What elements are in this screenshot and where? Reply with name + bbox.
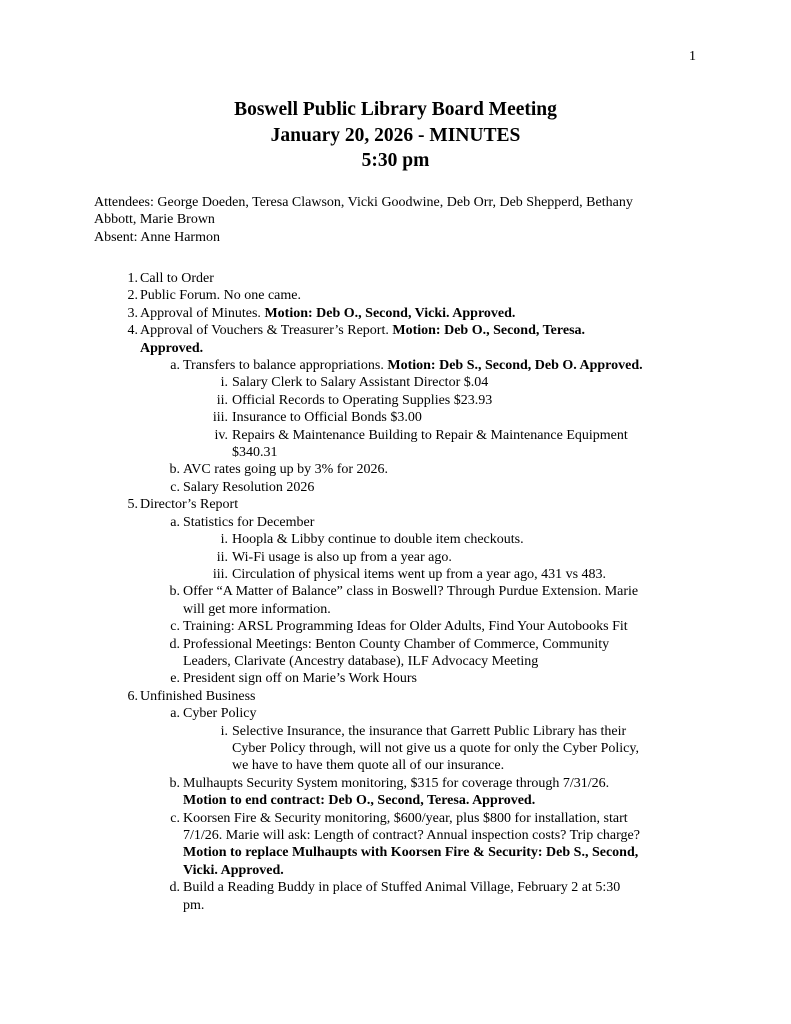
motion-text: Motion: Deb O., Second, Teresa. bbox=[392, 323, 586, 339]
item-text-cont: Leaders, Clarivate (Ancestry database), ILF Advocacy Meeting bbox=[183, 653, 539, 669]
motion-text-cont: Vicki. Approved. bbox=[183, 862, 284, 878]
item-marker: b. bbox=[169, 584, 180, 600]
item-text: Unfinished Business bbox=[140, 688, 256, 704]
item-text: Statistics for December bbox=[183, 514, 315, 530]
agenda-subitem-5c bbox=[94, 618, 714, 635]
agenda-item-1 bbox=[94, 270, 714, 287]
item-marker: iii. bbox=[212, 410, 228, 426]
agenda-subitem-5b bbox=[94, 583, 714, 618]
item-text: Professional Meetings: Benton County Chamber of Commerce, Community bbox=[183, 636, 610, 652]
motion-text: Motion: Deb S., Second, Deb O. Approved. bbox=[387, 358, 643, 374]
item-marker: b. bbox=[169, 462, 180, 478]
motion-text: Motion to replace Mulhaupts with Koorsen Fire & Security: Deb S., Second, bbox=[183, 845, 639, 861]
item-text: AVC rates going up by 3% for 2026. bbox=[183, 462, 389, 478]
item-text: Selective Insurance, the insurance that Garrett Public Library has their bbox=[232, 723, 627, 739]
agenda-item-6 bbox=[94, 688, 714, 705]
item-marker: i. bbox=[220, 723, 228, 739]
attendees-line-1: Attendees: George Doeden, Teresa Clawson, Vicki Goodwine, Deb Orr, Deb Shepperd, Bethany bbox=[94, 195, 633, 210]
item-text: Transfers to balance appropriations. bbox=[183, 358, 388, 374]
agenda-subitem-4b bbox=[94, 461, 714, 478]
item-text: Build a Reading Buddy in place of Stuffed Animal Village, February 2 at 5:30 bbox=[183, 880, 621, 896]
agenda-subitem-5d bbox=[94, 636, 714, 671]
absent-line: Absent: Anne Harmon bbox=[94, 229, 220, 245]
agenda-subitem-6b bbox=[94, 775, 714, 810]
agenda-subitem-5a-ii bbox=[94, 549, 714, 566]
item-text-cont: will get more information. bbox=[183, 601, 331, 617]
attendees-line-2: Abbott, Marie Brown bbox=[94, 212, 215, 228]
item-text-cont: Cyber Policy through, will not give us a quote for only the Cyber Policy, bbox=[232, 740, 639, 756]
item-text: President sign off on Marie’s Work Hours bbox=[183, 671, 418, 687]
agenda-subitem-6d bbox=[94, 879, 714, 914]
item-text: Call to Order bbox=[140, 271, 214, 286]
item-marker: i. bbox=[220, 532, 228, 548]
item-text-cont: $340.31 bbox=[232, 445, 278, 461]
agenda-subitem-4a-iv bbox=[94, 427, 714, 462]
agenda-subitem-5e bbox=[94, 670, 714, 687]
item-text: Insurance to Official Bonds $3.00 bbox=[232, 410, 422, 426]
agenda-subitem-5a-iii bbox=[94, 566, 714, 583]
item-marker: e. bbox=[170, 671, 180, 687]
agenda-item-2 bbox=[94, 287, 714, 304]
agenda-subitem-6a-i bbox=[94, 723, 714, 775]
item-text: Official Records to Operating Supplies $23.93 bbox=[232, 392, 493, 408]
item-marker: 2. bbox=[127, 288, 138, 304]
item-text: Training: ARSL Programming Ideas for Older Adults, Find Your Autobooks Fit bbox=[183, 619, 628, 635]
item-marker: 4. bbox=[127, 323, 138, 339]
item-marker: 6. bbox=[127, 688, 138, 704]
item-text: Public Forum. No one came. bbox=[140, 288, 301, 304]
item-marker: a. bbox=[170, 358, 180, 374]
item-marker: ii. bbox=[216, 392, 228, 408]
item-text: Offer “A Matter of Balance” class in Boswell? Through Purdue Extension. Marie bbox=[183, 584, 639, 600]
item-marker: 5. bbox=[127, 497, 138, 513]
motion-text: Motion to end contract: Deb O., Second, Teresa. Approved. bbox=[183, 793, 536, 809]
agenda-subitem-4a-iii bbox=[94, 409, 714, 426]
item-text: Circulation of physical items went up from a year ago, 431 vs 483. bbox=[232, 566, 607, 582]
item-marker: d. bbox=[169, 636, 180, 652]
page-number: 1 bbox=[689, 49, 696, 64]
agenda-item-4 bbox=[94, 322, 714, 357]
agenda-subitem-4c bbox=[94, 479, 714, 496]
item-text: Approval of Minutes. bbox=[140, 305, 265, 321]
item-marker: d. bbox=[169, 880, 180, 896]
agenda-subitem-5a bbox=[94, 514, 714, 531]
item-text: Wi-Fi usage is also up from a year ago. bbox=[232, 549, 452, 565]
motion-text: Motion: Deb O., Second, Vicki. Approved. bbox=[264, 305, 516, 321]
item-text: Hoopla & Libby continue to double item checkouts. bbox=[232, 532, 524, 548]
agenda-item-3 bbox=[94, 305, 714, 322]
item-marker: 1. bbox=[127, 271, 138, 286]
motion-text-cont: Approved. bbox=[140, 340, 204, 356]
item-marker: ii. bbox=[216, 549, 228, 565]
agenda-subitem-4a-i bbox=[94, 374, 714, 391]
title-line-1: Boswell Public Library Board Meeting bbox=[234, 99, 557, 120]
item-text: Repairs & Maintenance Building to Repair & Maintenance Equipment bbox=[232, 427, 628, 443]
agenda-list bbox=[94, 270, 714, 914]
agenda-subitem-6a bbox=[94, 705, 714, 722]
item-text: Approval of Vouchers & Treasurer’s Report. bbox=[140, 323, 393, 339]
agenda-subitem-6c bbox=[94, 810, 714, 880]
agenda-subitem-5a-i bbox=[94, 531, 714, 548]
item-marker: c. bbox=[170, 810, 180, 826]
item-text-cont: 7/1/26. Marie will ask: Length of contract? Annual inspection costs? Trip charge? bbox=[183, 828, 640, 843]
title-line-2: January 20, 2026 - MINUTES bbox=[270, 124, 521, 146]
item-marker: iii. bbox=[212, 566, 228, 582]
item-marker: 3. bbox=[127, 305, 138, 321]
item-marker: b. bbox=[169, 775, 180, 791]
item-marker: a. bbox=[170, 514, 180, 530]
item-text: Mulhaupts Security System monitoring, $315 for coverage through 7/31/26. bbox=[183, 775, 610, 791]
document-title bbox=[0, 97, 791, 174]
agenda-item-5 bbox=[94, 496, 714, 513]
item-marker: c. bbox=[170, 619, 180, 635]
agenda-subitem-4a-ii bbox=[94, 392, 714, 409]
item-text: Koorsen Fire & Security monitoring, $600/year, plus $800 for installation, start bbox=[183, 810, 628, 826]
item-marker: iv. bbox=[214, 427, 228, 443]
item-text: Salary Clerk to Salary Assistant Director $.04 bbox=[232, 375, 489, 391]
attendees-block bbox=[94, 194, 704, 246]
item-text-cont: pm. bbox=[183, 897, 205, 913]
item-text: Salary Resolution 2026 bbox=[183, 479, 315, 495]
agenda-subitem-4a bbox=[94, 357, 714, 374]
item-marker: a. bbox=[170, 706, 180, 722]
item-marker: c. bbox=[170, 479, 180, 495]
item-text: Cyber Policy bbox=[183, 706, 257, 722]
title-line-3: 5:30 pm bbox=[361, 150, 430, 171]
item-text-cont: we have to have them quote all of our insurance. bbox=[232, 758, 505, 774]
item-text: Director’s Report bbox=[140, 497, 239, 513]
item-marker: i. bbox=[220, 375, 228, 391]
